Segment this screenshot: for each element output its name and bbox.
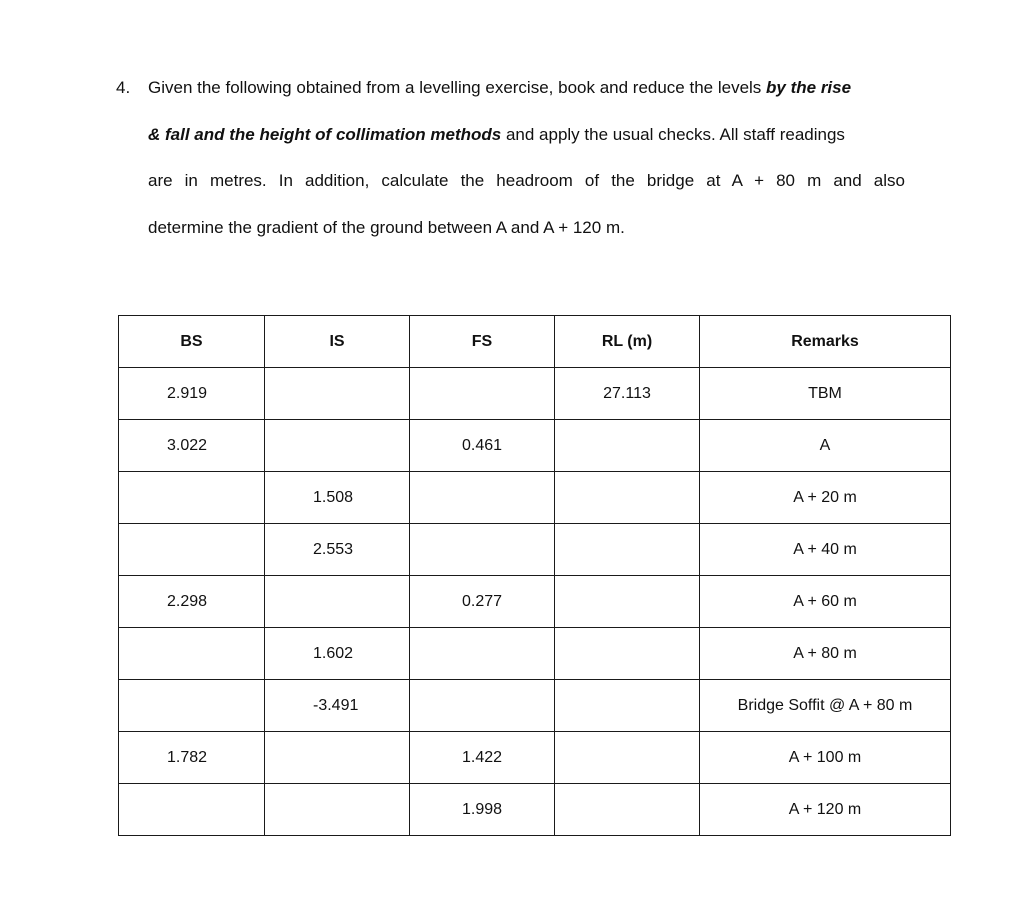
cell-fs: 0.277 — [410, 576, 555, 628]
cell-fs — [410, 628, 555, 680]
cell-rl — [555, 680, 700, 732]
cell-bs: 3.022 — [119, 420, 265, 472]
header-bs: BS — [119, 316, 265, 368]
cell-bs: 2.298 — [119, 576, 265, 628]
cell-remarks: Bridge Soffit @ A + 80 m — [700, 680, 951, 732]
question-line-4: determine the gradient of the ground between A and A + 120 m. — [148, 218, 625, 237]
question-line-2 — [148, 123, 845, 147]
cell-remarks: A + 60 m — [700, 576, 951, 628]
cell-rl — [555, 576, 700, 628]
table-row — [119, 524, 951, 576]
cell-is: 2.553 — [265, 524, 410, 576]
cell-is — [265, 784, 410, 836]
cell-fs — [410, 680, 555, 732]
question-line-1-text: Given the following obtained from a levelling exercise, book and reduce the levels — [148, 78, 767, 97]
cell-remarks: A — [700, 420, 951, 472]
cell-remarks: A + 100 m — [700, 732, 951, 784]
cell-rl — [555, 784, 700, 836]
cell-bs — [119, 524, 265, 576]
cell-remarks: A + 20 m — [700, 472, 951, 524]
cell-bs: 1.782 — [119, 732, 265, 784]
table-row — [119, 472, 951, 524]
question-number: 4. — [116, 78, 131, 97]
header-fs: FS — [410, 316, 555, 368]
header-remarks: Remarks — [700, 316, 951, 368]
table-row — [119, 680, 951, 732]
question-line-1-emphasis: by the rise — [766, 78, 852, 97]
cell-bs — [119, 628, 265, 680]
question-line-2-emphasis: & fall and the height of collimation methods — [148, 125, 502, 144]
cell-bs — [119, 680, 265, 732]
question-line-1 — [148, 76, 851, 100]
cell-fs: 1.422 — [410, 732, 555, 784]
header-rl: RL (m) — [555, 316, 700, 368]
table-row — [119, 576, 951, 628]
question-line-3: are in metres. In addition, calculate the headroom of the bridge at A + 80 m and also — [148, 171, 905, 190]
cell-rl — [555, 732, 700, 784]
question-line-2-text: and apply the usual checks. All staff readings — [501, 125, 845, 144]
cell-rl: 27.113 — [555, 368, 700, 420]
levelling-table — [118, 315, 951, 836]
cell-remarks: A + 120 m — [700, 784, 951, 836]
cell-is — [265, 732, 410, 784]
cell-fs — [410, 524, 555, 576]
cell-remarks: A + 80 m — [700, 628, 951, 680]
table-row — [119, 368, 951, 420]
table-row — [119, 732, 951, 784]
table-row — [119, 784, 951, 836]
cell-rl — [555, 524, 700, 576]
cell-fs: 0.461 — [410, 420, 555, 472]
cell-is — [265, 368, 410, 420]
cell-bs — [119, 472, 265, 524]
cell-is: 1.508 — [265, 472, 410, 524]
cell-bs — [119, 784, 265, 836]
cell-fs — [410, 472, 555, 524]
cell-rl — [555, 472, 700, 524]
cell-rl — [555, 420, 700, 472]
cell-fs: 1.998 — [410, 784, 555, 836]
cell-fs — [410, 368, 555, 420]
table-row — [119, 628, 951, 680]
cell-bs: 2.919 — [119, 368, 265, 420]
cell-rl — [555, 628, 700, 680]
cell-is — [265, 576, 410, 628]
cell-is: -3.491 — [265, 680, 410, 732]
header-is: IS — [265, 316, 410, 368]
table-header-row — [119, 316, 951, 368]
cell-is — [265, 420, 410, 472]
table-row — [119, 420, 951, 472]
cell-is: 1.602 — [265, 628, 410, 680]
cell-remarks: A + 40 m — [700, 524, 951, 576]
cell-remarks: TBM — [700, 368, 951, 420]
